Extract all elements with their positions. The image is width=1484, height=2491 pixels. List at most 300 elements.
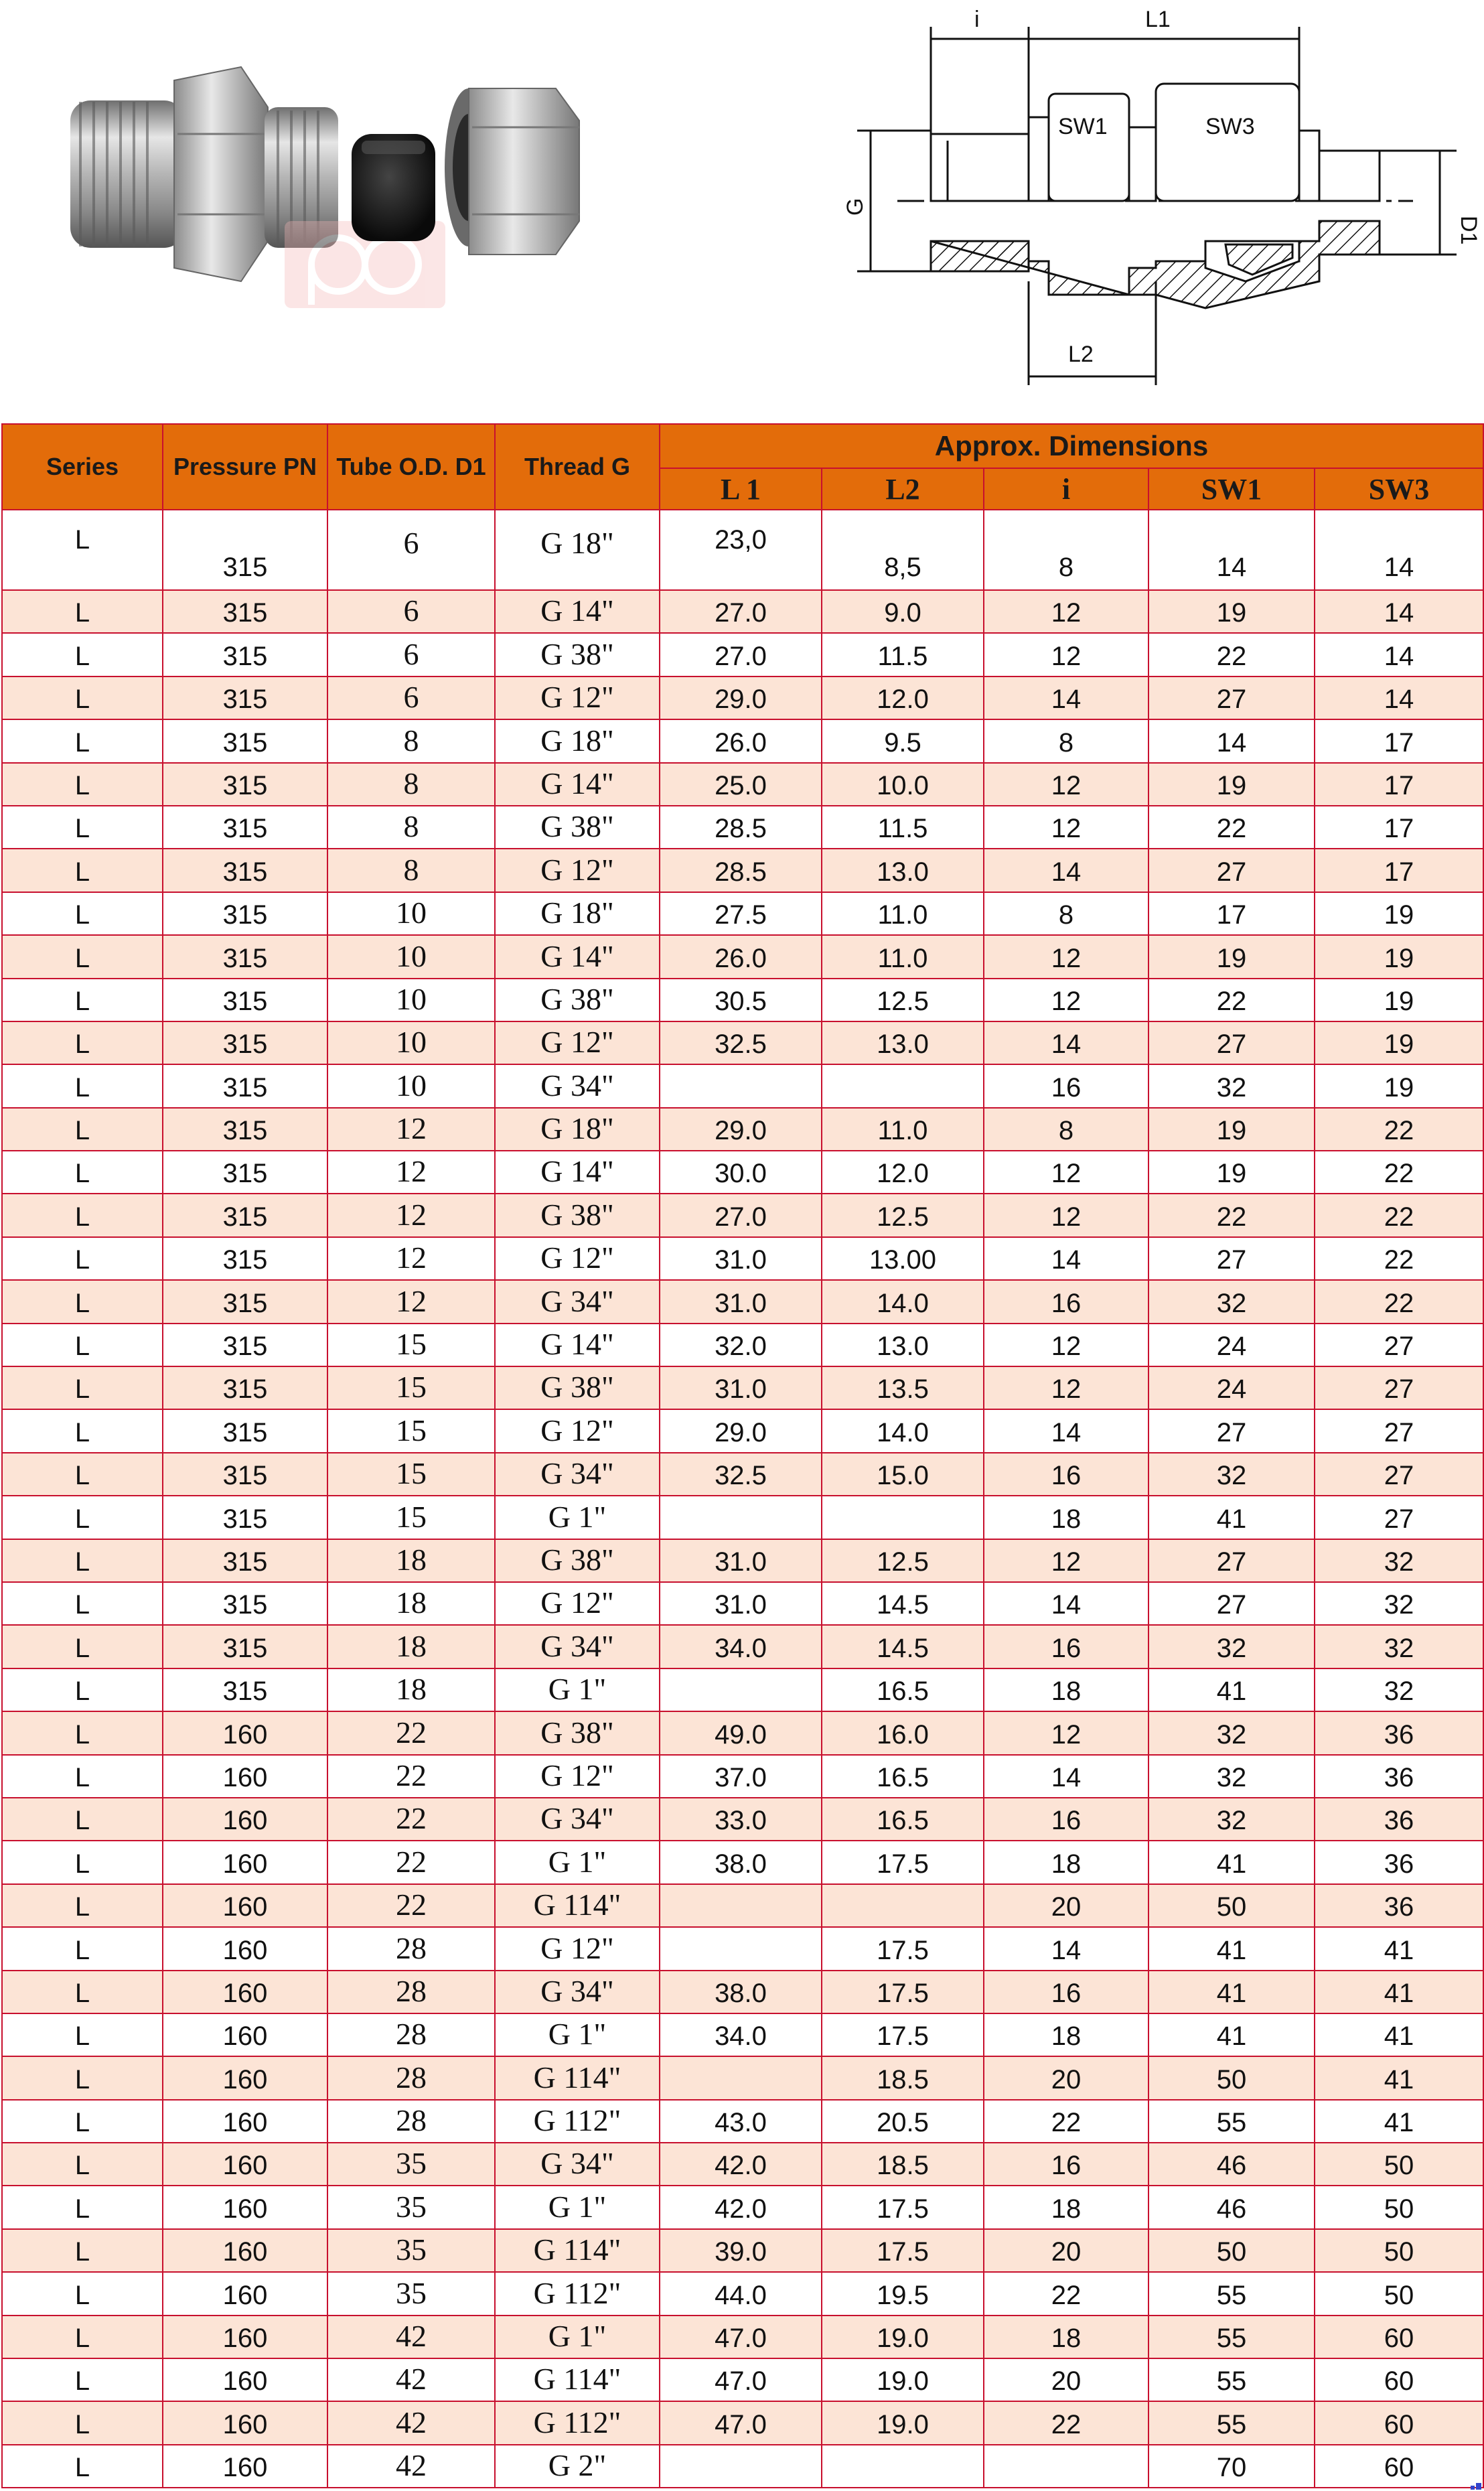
cell-sw1: 22 <box>1148 1194 1315 1236</box>
product-photo <box>0 0 770 402</box>
cell-series: L <box>2 590 163 633</box>
cell-tube-od: 10 <box>327 979 495 1021</box>
cell-i: 12 <box>984 1194 1148 1236</box>
cell-sw1: 50 <box>1148 1884 1315 1927</box>
cell-thread: G 114" <box>495 2056 660 2099</box>
cell-sw3: 27 <box>1315 1496 1483 1539</box>
cell-thread: G 38" <box>495 1711 660 1754</box>
cell-series: L <box>2 1625 163 1668</box>
cell-i: 16 <box>984 1971 1148 2013</box>
cell-thread: G 38" <box>495 1539 660 1582</box>
cell-thread: G 34" <box>495 1280 660 1323</box>
cell-sw3: 60 <box>1315 2316 1483 2358</box>
cell-sw3: 14 <box>1315 633 1483 676</box>
cell-pressure: 315 <box>163 510 327 590</box>
cell-sw1: 41 <box>1148 1971 1315 2013</box>
table-row <box>2 1927 1483 1970</box>
cell-sw1: 32 <box>1148 1711 1315 1754</box>
cell-tube-od: 10 <box>327 892 495 935</box>
cell-i: 14 <box>984 1582 1148 1625</box>
cell-pressure: 160 <box>163 1798 327 1841</box>
cell-sw1: 27 <box>1148 1539 1315 1582</box>
cell-series: L <box>2 935 163 978</box>
cell-pressure: 315 <box>163 1237 327 1280</box>
table-row <box>2 1453 1483 1496</box>
cell-sw3: 19 <box>1315 935 1483 978</box>
cell-series: L <box>2 1021 163 1064</box>
cell-pressure: 315 <box>163 935 327 978</box>
header-l1: L 1 <box>660 468 822 510</box>
cell-sw1: 14 <box>1148 719 1315 762</box>
cell-tube-od: 8 <box>327 849 495 892</box>
cell-i: 14 <box>984 1755 1148 1798</box>
cell-pressure: 160 <box>163 1884 327 1927</box>
cell-l1: 27.0 <box>660 633 822 676</box>
cell-pressure: 315 <box>163 1324 327 1366</box>
cell-thread: G 112" <box>495 2401 660 2444</box>
table-row <box>2 2013 1483 2056</box>
cell-l2: 14.5 <box>822 1625 984 1668</box>
table-row <box>2 1280 1483 1323</box>
cell-sw3: 50 <box>1315 2272 1483 2315</box>
cell-i: 22 <box>984 2272 1148 2315</box>
cell-pressure: 315 <box>163 1539 327 1582</box>
header-sw1: SW1 <box>1148 468 1315 510</box>
cell-tube-od: 12 <box>327 1280 495 1323</box>
cell-pressure: 160 <box>163 2100 327 2143</box>
cell-tube-od: 35 <box>327 2272 495 2315</box>
cell-l2: 13.5 <box>822 1366 984 1409</box>
header-series: Series <box>2 424 163 510</box>
cell-thread: G 18" <box>495 1108 660 1151</box>
cell-series: L <box>2 979 163 1021</box>
cell-tube-od: 22 <box>327 1711 495 1754</box>
table-row <box>2 1841 1483 1883</box>
cell-series: L <box>2 633 163 676</box>
cell-pressure: 160 <box>163 1841 327 1883</box>
cell-l1: 26.0 <box>660 935 822 978</box>
cell-sw3: 36 <box>1315 1841 1483 1883</box>
cell-sw1: 32 <box>1148 1625 1315 1668</box>
cell-sw3: 36 <box>1315 1711 1483 1754</box>
cell-l1 <box>660 1884 822 1927</box>
cell-tube-od: 12 <box>327 1194 495 1236</box>
cell-pressure: 160 <box>163 2143 327 2186</box>
cell-pressure: 160 <box>163 2272 327 2315</box>
cell-pressure: 160 <box>163 1711 327 1754</box>
cell-sw3: 32 <box>1315 1539 1483 1582</box>
cell-i: 14 <box>984 677 1148 719</box>
cell-pressure: 160 <box>163 2229 327 2272</box>
cell-sw1: 41 <box>1148 2013 1315 2056</box>
table-row <box>2 1409 1483 1452</box>
cell-l2: 19.0 <box>822 2401 984 2444</box>
cell-thread: G 14" <box>495 763 660 806</box>
table-row <box>2 806 1483 849</box>
cell-l2: 19.0 <box>822 2358 984 2401</box>
cell-l2: 9.5 <box>822 719 984 762</box>
cell-l1: 32.5 <box>660 1453 822 1496</box>
table-row <box>2 1668 1483 1711</box>
cell-sw3: 27 <box>1315 1366 1483 1409</box>
table-row <box>2 892 1483 935</box>
cell-l1: 37.0 <box>660 1755 822 1798</box>
cell-l1: 31.0 <box>660 1237 822 1280</box>
cell-l1: 31.0 <box>660 1280 822 1323</box>
cell-sw1: 19 <box>1148 1108 1315 1151</box>
cell-tube-od: 15 <box>327 1496 495 1539</box>
cell-l2: 16.0 <box>822 1711 984 1754</box>
cell-series: L <box>2 2358 163 2401</box>
cell-series: L <box>2 849 163 892</box>
cell-sw1: 32 <box>1148 1798 1315 1841</box>
cell-sw1: 46 <box>1148 2143 1315 2186</box>
cell-i: 8 <box>984 1108 1148 1151</box>
cell-series: L <box>2 1711 163 1754</box>
cell-sw1: 14 <box>1148 510 1315 590</box>
cell-thread: G 1" <box>495 2316 660 2358</box>
cell-thread: G 34" <box>495 1798 660 1841</box>
cell-thread: G 38" <box>495 1194 660 1236</box>
cell-l1 <box>660 2445 822 2488</box>
cell-sw3: 22 <box>1315 1280 1483 1323</box>
cell-sw3: 19 <box>1315 1064 1483 1107</box>
cell-l1: 30.0 <box>660 1151 822 1194</box>
cell-sw3: 41 <box>1315 1971 1483 2013</box>
cell-series: L <box>2 1884 163 1927</box>
cell-sw3: 32 <box>1315 1625 1483 1668</box>
cell-sw3: 41 <box>1315 2056 1483 2099</box>
cell-i: 8 <box>984 510 1148 590</box>
cell-series: L <box>2 1366 163 1409</box>
cell-series: L <box>2 1539 163 1582</box>
cell-thread: G 12" <box>495 1021 660 1064</box>
cell-l1: 49.0 <box>660 1711 822 1754</box>
dim-label-g: G <box>842 198 868 216</box>
cell-i: 12 <box>984 1539 1148 1582</box>
cell-l1: 34.0 <box>660 1625 822 1668</box>
table-row <box>2 1151 1483 1194</box>
cell-l2 <box>822 2445 984 2488</box>
cell-l2: 19.0 <box>822 2316 984 2358</box>
cell-i: 12 <box>984 1366 1148 1409</box>
dim-label-sw3: SW3 <box>1205 114 1255 139</box>
cell-series: L <box>2 1668 163 1711</box>
cell-sw1: 50 <box>1148 2229 1315 2272</box>
dim-label-sw1: SW1 <box>1058 114 1108 139</box>
cell-l1 <box>660 2056 822 2099</box>
cell-tube-od: 18 <box>327 1539 495 1582</box>
cell-l2 <box>822 1884 984 1927</box>
cell-i: 18 <box>984 2013 1148 2056</box>
cell-sw1: 50 <box>1148 2056 1315 2099</box>
cell-sw1: 70 <box>1148 2445 1315 2488</box>
cell-sw1: 55 <box>1148 2358 1315 2401</box>
cell-i: 20 <box>984 2056 1148 2099</box>
cell-pressure: 315 <box>163 763 327 806</box>
cell-sw3: 36 <box>1315 1884 1483 1927</box>
cell-tube-od: 42 <box>327 2401 495 2444</box>
cell-l2: 17.5 <box>822 2229 984 2272</box>
table-row <box>2 1237 1483 1280</box>
cell-tube-od: 6 <box>327 510 495 590</box>
cell-sw3: 50 <box>1315 2143 1483 2186</box>
cell-thread: G 38" <box>495 1366 660 1409</box>
cell-series: L <box>2 2401 163 2444</box>
table-row <box>2 1366 1483 1409</box>
cell-sw3: 27 <box>1315 1453 1483 1496</box>
cell-tube-od: 6 <box>327 633 495 676</box>
cell-sw3: 22 <box>1315 1237 1483 1280</box>
cell-series: L <box>2 1409 163 1452</box>
nut-image <box>445 88 579 255</box>
table-row <box>2 1108 1483 1151</box>
table-row <box>2 2056 1483 2099</box>
table-row <box>2 2229 1483 2272</box>
cell-l2: 8,5 <box>822 510 984 590</box>
cell-thread: G 12" <box>495 677 660 719</box>
cell-l2: 11.0 <box>822 935 984 978</box>
table-header <box>2 424 1483 510</box>
cell-l2: 10.0 <box>822 763 984 806</box>
cell-tube-od: 28 <box>327 2056 495 2099</box>
cell-series: L <box>2 1453 163 1496</box>
cell-sw3: 19 <box>1315 979 1483 1021</box>
cell-thread: G 38" <box>495 633 660 676</box>
cell-l1: 30.5 <box>660 979 822 1021</box>
cell-i <box>984 2445 1148 2488</box>
cell-thread: G 2" <box>495 2445 660 2488</box>
table-row <box>2 1064 1483 1107</box>
cell-sw1: 24 <box>1148 1366 1315 1409</box>
cell-l2: 16.5 <box>822 1798 984 1841</box>
cell-i: 8 <box>984 719 1148 762</box>
header-i: i <box>984 468 1148 510</box>
cell-sw3: 32 <box>1315 1582 1483 1625</box>
cell-sw3: 27 <box>1315 1409 1483 1452</box>
cell-i: 18 <box>984 1668 1148 1711</box>
cell-l2 <box>822 1496 984 1539</box>
table-row <box>2 1625 1483 1668</box>
cell-l1: 32.0 <box>660 1324 822 1366</box>
cell-l2: 17.5 <box>822 1971 984 2013</box>
dim-label-d1: D1 <box>1456 216 1481 245</box>
cell-tube-od: 18 <box>327 1625 495 1668</box>
cell-i: 12 <box>984 633 1148 676</box>
dim-label-i: i <box>974 7 980 32</box>
cell-l2: 17.5 <box>822 2186 984 2228</box>
cell-tube-od: 22 <box>327 1841 495 1883</box>
table-row <box>2 590 1483 633</box>
cell-pressure: 315 <box>163 1064 327 1107</box>
cell-pressure: 315 <box>163 633 327 676</box>
cell-l1: 29.0 <box>660 677 822 719</box>
header-tube-od: Tube O.D. D1 <box>327 424 495 510</box>
cell-series: L <box>2 1108 163 1151</box>
cell-l2: 17.5 <box>822 2013 984 2056</box>
cell-pressure: 315 <box>163 979 327 1021</box>
cell-l2: 20.5 <box>822 2100 984 2143</box>
cell-sw1: 24 <box>1148 1324 1315 1366</box>
cell-series: L <box>2 1280 163 1323</box>
cell-thread: G 34" <box>495 1453 660 1496</box>
cell-pressure: 315 <box>163 1409 327 1452</box>
cell-tube-od: 35 <box>327 2186 495 2228</box>
cell-sw3: 19 <box>1315 892 1483 935</box>
cell-l1: 27.5 <box>660 892 822 935</box>
cell-series: L <box>2 1755 163 1798</box>
cell-tube-od: 10 <box>327 1021 495 1064</box>
cell-l2: 12.0 <box>822 677 984 719</box>
cell-thread: G 18" <box>495 510 660 590</box>
cell-l1: 31.0 <box>660 1539 822 1582</box>
cell-series: L <box>2 1927 163 1970</box>
dim-label-l1: L1 <box>1145 7 1171 32</box>
cell-l2: 12.5 <box>822 1194 984 1236</box>
cell-tube-od: 42 <box>327 2316 495 2358</box>
cell-l1: 31.0 <box>660 1366 822 1409</box>
cell-series: L <box>2 677 163 719</box>
cell-pressure: 315 <box>163 1582 327 1625</box>
cell-pressure: 160 <box>163 1927 327 1970</box>
cell-sw3: 17 <box>1315 763 1483 806</box>
table-row <box>2 2186 1483 2228</box>
cell-thread: G 1" <box>495 1841 660 1883</box>
cell-sw1: 19 <box>1148 590 1315 633</box>
cell-series: L <box>2 1841 163 1883</box>
cell-l1: 38.0 <box>660 1841 822 1883</box>
cell-sw1: 27 <box>1148 677 1315 719</box>
cell-sw1: 46 <box>1148 2186 1315 2228</box>
cell-series: L <box>2 2316 163 2358</box>
table-row <box>2 1755 1483 1798</box>
cell-i: 12 <box>984 979 1148 1021</box>
cell-series: L <box>2 2229 163 2272</box>
cell-sw1: 55 <box>1148 2272 1315 2315</box>
cell-tube-od: 15 <box>327 1324 495 1366</box>
table-row <box>2 2100 1483 2143</box>
cell-thread: G 112" <box>495 2272 660 2315</box>
cell-i: 16 <box>984 1453 1148 1496</box>
dim-label-l2: L2 <box>1068 342 1094 367</box>
table-row <box>2 1194 1483 1236</box>
cell-sw3: 17 <box>1315 849 1483 892</box>
cell-series: L <box>2 2056 163 2099</box>
cell-l2: 13.0 <box>822 849 984 892</box>
cell-l1: 38.0 <box>660 1971 822 2013</box>
cell-l1 <box>660 1496 822 1539</box>
cell-thread: G 12" <box>495 1755 660 1798</box>
cell-tube-od: 15 <box>327 1366 495 1409</box>
cell-tube-od: 42 <box>327 2358 495 2401</box>
cell-sw1: 41 <box>1148 1927 1315 1970</box>
cell-l2: 9.0 <box>822 590 984 633</box>
cell-tube-od: 28 <box>327 2013 495 2056</box>
table-row <box>2 1971 1483 2013</box>
table-row <box>2 633 1483 676</box>
cell-sw3: 27 <box>1315 1324 1483 1366</box>
cell-l1: 32.5 <box>660 1021 822 1064</box>
cell-thread: G 1" <box>495 1668 660 1711</box>
cell-i: 12 <box>984 590 1148 633</box>
cell-thread: G 14" <box>495 1151 660 1194</box>
cell-sw3: 32 <box>1315 1668 1483 1711</box>
cell-sw1: 22 <box>1148 633 1315 676</box>
cell-sw1: 27 <box>1148 1237 1315 1280</box>
cell-tube-od: 28 <box>327 1927 495 1970</box>
cell-series: L <box>2 1496 163 1539</box>
cell-tube-od: 42 <box>327 2445 495 2488</box>
cell-l2: 14.5 <box>822 1582 984 1625</box>
cell-l2: 13.00 <box>822 1237 984 1280</box>
cell-series: L <box>2 892 163 935</box>
cell-sw1: 27 <box>1148 1021 1315 1064</box>
cell-l2: 18.5 <box>822 2056 984 2099</box>
cell-sw3: 17 <box>1315 806 1483 849</box>
cell-pressure: 315 <box>163 806 327 849</box>
cell-sw1: 22 <box>1148 806 1315 849</box>
cell-l1: 31.0 <box>660 1582 822 1625</box>
cell-tube-od: 15 <box>327 1409 495 1452</box>
cell-l1: 42.0 <box>660 2143 822 2186</box>
cell-l1 <box>660 1927 822 1970</box>
cell-i: 18 <box>984 2186 1148 2228</box>
cell-sw3: 17 <box>1315 719 1483 762</box>
cell-tube-od: 28 <box>327 1971 495 2013</box>
cell-pressure: 160 <box>163 2186 327 2228</box>
header-pressure: Pressure PN <box>163 424 327 510</box>
cell-l2: 11.5 <box>822 806 984 849</box>
cell-pressure: 315 <box>163 1496 327 1539</box>
cell-tube-od: 10 <box>327 935 495 978</box>
cell-l2: 14.0 <box>822 1280 984 1323</box>
cell-sw3: 60 <box>1315 2401 1483 2444</box>
cell-l1: 44.0 <box>660 2272 822 2315</box>
table-row <box>2 2445 1483 2488</box>
cell-sw1: 32 <box>1148 1453 1315 1496</box>
cell-tube-od: 8 <box>327 763 495 806</box>
cell-l1: 26.0 <box>660 719 822 762</box>
cell-tube-od: 10 <box>327 1064 495 1107</box>
cell-tube-od: 12 <box>327 1237 495 1280</box>
cell-pressure: 160 <box>163 2401 327 2444</box>
cell-thread: G 34" <box>495 1625 660 1668</box>
cell-l1: 33.0 <box>660 1798 822 1841</box>
cell-sw3: 50 <box>1315 2229 1483 2272</box>
header-approx-dimensions: Approx. Dimensions <box>660 424 1483 468</box>
cell-i: 16 <box>984 1064 1148 1107</box>
cell-series: L <box>2 763 163 806</box>
cell-thread: G 14" <box>495 935 660 978</box>
table-body <box>2 510 1483 2488</box>
cell-l2: 13.0 <box>822 1324 984 1366</box>
table-row <box>2 1324 1483 1366</box>
cell-l2 <box>822 1064 984 1107</box>
cell-l1: 47.0 <box>660 2401 822 2444</box>
cell-l2: 18.5 <box>822 2143 984 2186</box>
cell-sw1: 32 <box>1148 1064 1315 1107</box>
cell-pressure: 315 <box>163 677 327 719</box>
cell-l1 <box>660 1668 822 1711</box>
cell-tube-od: 22 <box>327 1798 495 1841</box>
cell-l2: 17.5 <box>822 1927 984 1970</box>
cell-pressure: 315 <box>163 1668 327 1711</box>
cell-l2: 11.0 <box>822 1108 984 1151</box>
cell-tube-od: 18 <box>327 1582 495 1625</box>
table-row <box>2 979 1483 1021</box>
cell-tube-od: 8 <box>327 719 495 762</box>
cell-thread: G 1" <box>495 2013 660 2056</box>
